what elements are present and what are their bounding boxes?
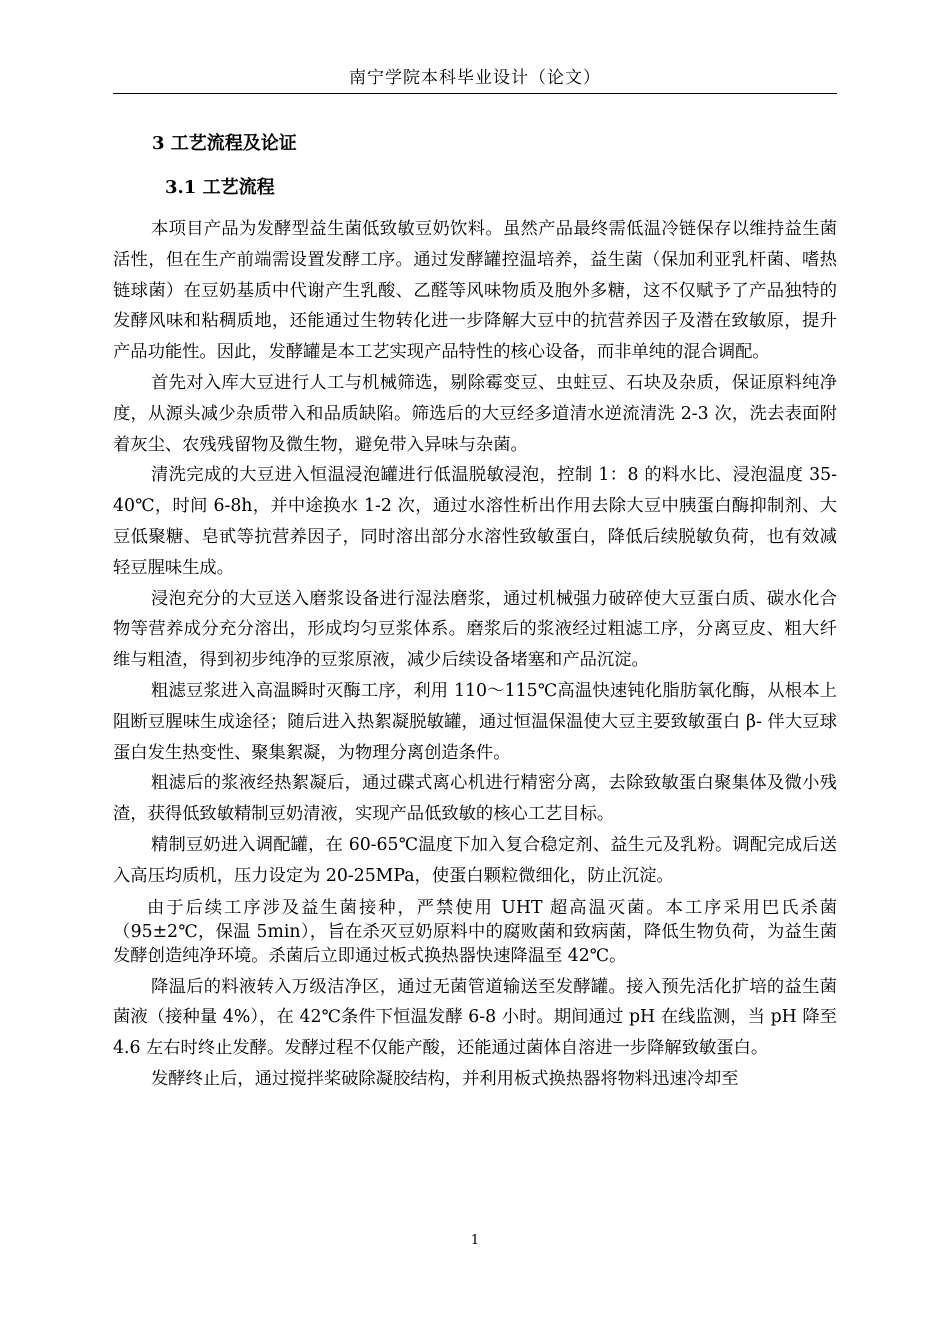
- page-number: 1: [470, 1233, 480, 1248]
- section-heading: 3 工艺流程及论证: [152, 133, 297, 154]
- document-body: [113, 214, 837, 1095]
- page-header: 南宁学院本科毕业设计（论文）: [349, 68, 601, 88]
- paragraph-cooling: 发酵终止后，通过搅拌桨破除凝胶结构，并利用板式换热器将物料迅速冷却至: [151, 1068, 739, 1089]
- paragraph-screening-washing: 首先对入库大豆进行人工与机械筛选，剔除霉变豆、虫蛀豆、石块及杂质，保证原料纯净度，从源头减少杂质带入和品质缺陷。筛选后的大豆经多道清水逆流清洗 2-3 次，洗去表面附着灰尘、农残残留物及微生物，避免带入异味与杂菌。: [113, 372, 837, 455]
- paragraph-soaking: 清洗完成的大豆进入恒温浸泡罐进行低温脱敏浸泡，控制 1：8 的料水比、浸泡温度 35-40℃，时间 6-8h，并中途换水 1-2 次，通过水溶性析出作用去除大豆中胰蛋白酶抑制剂、大豆低聚糖、皂甙等抗营养因子，同时溶出部分水溶性致敏蛋白，降低后续脱敏负荷，也有效减轻豆腥味生成。: [113, 465, 837, 578]
- paragraph-product-overview: 本项目产品为发酵型益生菌低致敏豆奶饮料。虽然产品最终需低温冷链保存以维持益生菌活性，但在生产前端需设置发酵工序。通过发酵罐控温培养，益生菌（保加利亚乳杆菌、嗜热链球菌）在豆奶基质中代谢产生乳酸、乙醛等风味物质及胞外多糖，这不仅赋予了产品独特的发酵风味和粘稠质地，还能通过生物转化进一步降解大豆中的抗营养因子及潜在致敏原，提升产品功能性。因此，发酵罐是本工艺实现产品特性的核心设备，而非单纯的混合调配。: [113, 219, 837, 363]
- paragraph-grinding: 浸泡充分的大豆送入磨浆设备进行湿法磨浆，通过机械强力破碎使大豆蛋白质、碳水化合物等营养成分充分溶出，形成均匀豆浆体系。磨浆后的浆液经过粗滤工序，分离豆皮、粗大纤维与粗渣，得到初步纯净的豆浆原液，减少后续设备堵塞和产品沉淀。: [113, 588, 837, 671]
- paragraph-centrifugation: 粗滤后的浆液经热絮凝后，通过碟式离心机进行精密分离，去除致敏蛋白聚集体及微小残渣，获得低致敏精制豆奶清液，实现产品低致敏的核心工艺目标。: [113, 773, 837, 825]
- paragraph-blending-homogenization: 精制豆奶进入调配罐，在 60-65℃温度下加入复合稳定剂、益生元及乳粉。调配完成后送入高压均质机，压力设定为 20-25MPa，使蛋白颗粒微细化，防止沉淀。: [113, 834, 837, 886]
- subsection-heading: 3.1 工艺流程: [165, 177, 275, 198]
- paragraph-pasteurization: 由于后续工序涉及益生菌接种，严禁使用 UHT 超高温灭菌。本工序采用巴氏杀菌（95±2℃，保温 5min），旨在杀灭豆奶原料中的腐败菌和致病菌，降低生物负荷，为益生菌发酵创造纯净环境。杀菌后立即通过板式换热器快速降温至 42℃。: [113, 897, 837, 966]
- paragraph-enzyme-inactivation: 粗滤豆浆进入高温瞬时灭酶工序，利用 110～115℃高温快速钝化脂肪氧化酶，从根本上阻断豆腥味生成途径；随后进入热絮凝脱敏罐，通过恒温保温使大豆主要致敏蛋白 β- 伴大豆球蛋白发生热变性、聚集絮凝，为物理分离创造条件。: [113, 680, 837, 763]
- paragraph-fermentation: 降温后的料液转入万级洁净区，通过无菌管道输送至发酵罐。接入预先活化扩培的益生菌菌液（接种量 4%），在 42℃条件下恒温发酵 6-8 小时。期间通过 pH 在线监测，当 pH 降至 4.6 左右时终止发酵。发酵过程不仅能产酸，还能通过菌体自溶进一步降解致敏蛋白。: [113, 976, 837, 1059]
- header-divider: [113, 93, 837, 94]
